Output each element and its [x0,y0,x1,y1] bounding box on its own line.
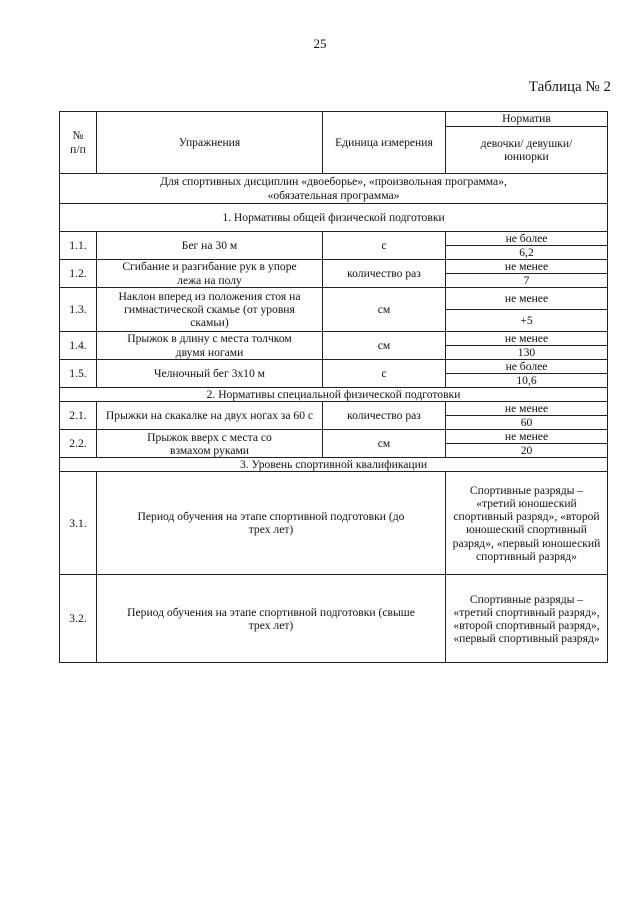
section-title: 2. Нормативы специальной физической подготовки [60,388,608,402]
unit: количество раз [323,260,446,288]
table-title: Таблица № 2 [528,79,611,95]
norm-condition: не более [446,232,608,246]
norm-value: +5 [446,310,608,332]
section-title: 3. Уровень спортивной квалификации [60,458,608,472]
unit: см [323,288,446,332]
header-number: № п/п [60,112,97,174]
exercise-name: Наклон вперед из положения стоя на гимнастической скамье (от уровня скамьи) [97,288,323,332]
page-number: 25 [313,36,327,51]
norm-condition: не менее [446,430,608,444]
header-exercise: Упражнения [97,112,323,174]
norm-value: 10,6 [446,374,608,388]
qualification-period: Период обучения на этапе спортивной подготовки (свыше трех лет) [97,575,446,663]
row-number: 1.5. [60,360,97,388]
section-title: 1. Нормативы общей физической подготовки [60,204,608,232]
norm-value: 130 [446,346,608,360]
exercise-name: Прыжки на скакалке на двух ногах за 60 с [97,402,323,430]
qualification-requirement: Спортивные разряды – «третий спортивный разряд», «второй спортивный разряд», «первый спортивный разряд» [446,575,608,663]
row-number: 2.1. [60,402,97,430]
norm-condition: не менее [446,260,608,274]
norm-value: 7 [446,274,608,288]
row-number: 1.3. [60,288,97,332]
norm-value: 20 [446,444,608,458]
norm-condition: не менее [446,332,608,346]
row-number: 2.2. [60,430,97,458]
row-number: 1.1. [60,232,97,260]
norm-condition: не менее [446,402,608,416]
exercise-name: Прыжок в длину с места толчком двумя ногами [97,332,323,360]
exercise-name: Сгибание и разгибание рук в упоре лежа на полу [97,260,323,288]
unit: см [323,332,446,360]
row-number: 1.4. [60,332,97,360]
qualification-requirement: Спортивные разряды – «третий юношеский спортивный разряд», «второй юношеский спортивный разряд», «первый юношеский спортивный разряд» [446,472,608,575]
row-number: 1.2. [60,260,97,288]
norm-value: 6,2 [446,246,608,260]
qualification-period: Период обучения на этапе спортивной подготовки (до трех лет) [97,472,446,575]
unit: количество раз [323,402,446,430]
header-norm: Норматив [446,112,608,127]
row-number: 3.2. [60,575,97,663]
unit: см [323,430,446,458]
unit: с [323,232,446,260]
disciplines-row: Для спортивных дисциплин «двоеборье», «произвольная программа», «обязательная программа» [60,174,608,204]
norm-value: 60 [446,416,608,430]
norm-condition: не менее [446,288,608,310]
header-unit: Единица измерения [323,112,446,174]
norm-condition: не более [446,360,608,374]
exercise-name: Прыжок вверх с места со взмахом руками [97,430,323,458]
exercise-name: Челночный бег 3х10 м [97,360,323,388]
header-gender: девочки/ девушки/ юниорки [446,127,608,174]
unit: с [323,360,446,388]
exercise-name: Бег на 30 м [97,232,323,260]
row-number: 3.1. [60,472,97,575]
norms-table [59,111,608,663]
